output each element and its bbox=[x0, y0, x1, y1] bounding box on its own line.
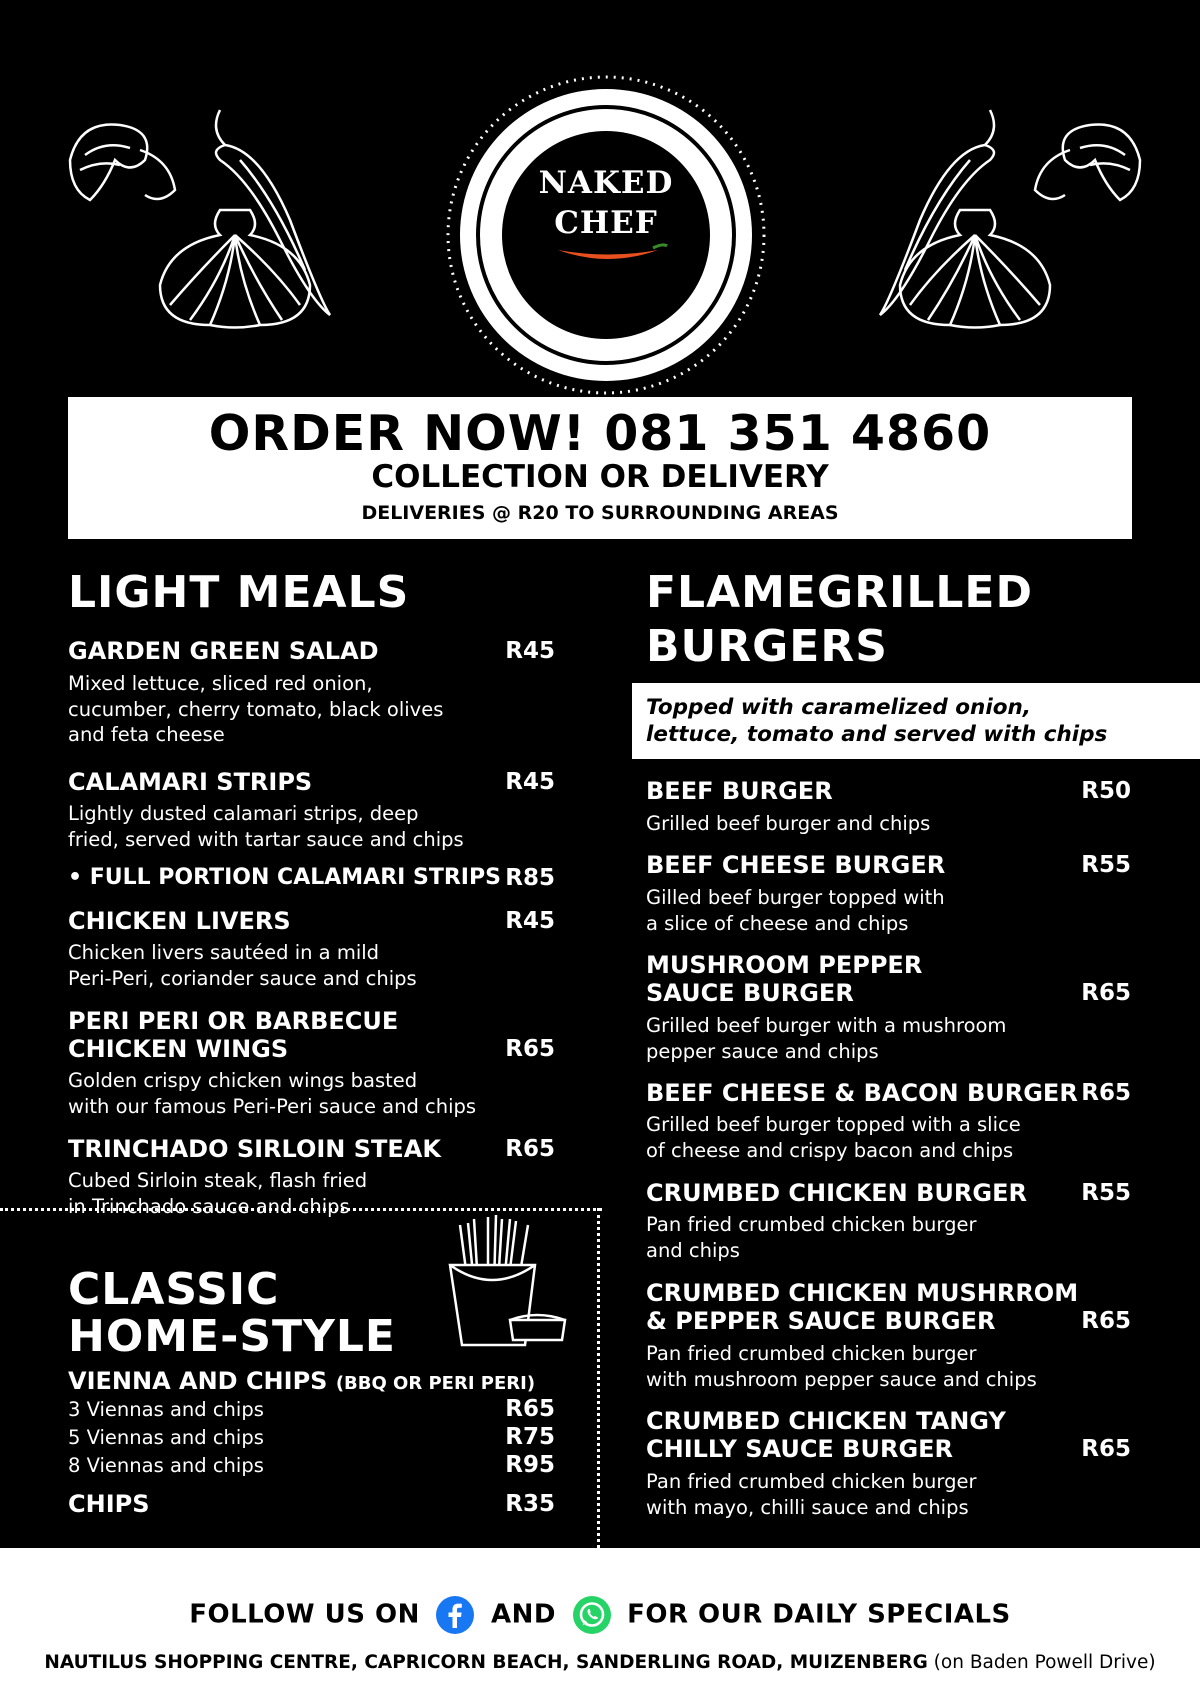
menu-item-price: R45 bbox=[505, 638, 555, 664]
order-subtitle: COLLECTION OR DELIVERY bbox=[371, 459, 829, 495]
menu-item-desc: Lightly dusted calamari strips, deep bbox=[68, 802, 419, 825]
burger-tagline-line-1: Topped with caramelized onion, bbox=[646, 695, 1031, 720]
follow-suffix: FOR OUR DAILY SPECIALS bbox=[627, 1599, 1011, 1630]
menu-item-name: BEEF CHEESE & BACON BURGER bbox=[646, 1079, 1078, 1107]
menu-item-price: R65 bbox=[1081, 980, 1131, 1006]
address-note: (on Baden Powell Drive) bbox=[933, 1652, 1156, 1673]
classic-heading-line-2: HOME-STYLE bbox=[68, 1311, 396, 1362]
menu-item-price: R45 bbox=[505, 769, 555, 795]
menu-item-name: CHICKEN LIVERS bbox=[68, 907, 291, 935]
chips-name: CHIPS bbox=[68, 1490, 150, 1518]
order-title: ORDER NOW! 081 351 4860 bbox=[208, 405, 992, 462]
menu-item-desc: pepper sauce and chips bbox=[646, 1040, 879, 1063]
menu-item-desc: with mushroom pepper sauce and chips bbox=[646, 1368, 1037, 1391]
menu-item-desc: Golden crispy chicken wings basted bbox=[68, 1069, 418, 1092]
menu-item-name: BEEF CHEESE BURGER bbox=[646, 851, 946, 879]
menu-item-price: R65 bbox=[1081, 1080, 1131, 1106]
menu-item-name: BEEF BURGER bbox=[646, 777, 833, 805]
menu-item-desc: and chips bbox=[646, 1239, 740, 1262]
menu-item-desc: cucumber, cherry tomato, black olives bbox=[68, 698, 444, 721]
menu-item-name: MUSHROOM PEPPER bbox=[646, 951, 923, 979]
fries-illustration bbox=[440, 1215, 580, 1359]
address-row bbox=[0, 1652, 1200, 1673]
dotted-divider-horizontal bbox=[0, 1208, 602, 1211]
follow-row bbox=[0, 1595, 1200, 1635]
dotted-divider-vertical bbox=[597, 1208, 600, 1548]
vienna-option-price: R95 bbox=[505, 1452, 555, 1478]
menu-item-name: TRINCHADO SIRLOIN STEAK bbox=[68, 1135, 441, 1163]
vegetable-illustration-right bbox=[850, 100, 1150, 340]
menu-item-desc: in Trinchado sauce and chips bbox=[68, 1195, 350, 1218]
vienna-title-text: VIENNA AND CHIPS bbox=[68, 1367, 328, 1395]
vienna-title bbox=[68, 1367, 535, 1398]
logo-line-2: CHEF bbox=[554, 205, 658, 241]
burgers-heading-line-2: BURGERS bbox=[646, 621, 888, 672]
menu-item-price: R45 bbox=[505, 908, 555, 934]
menu-item-desc: Grilled beef burger and chips bbox=[646, 812, 931, 835]
mushroom-chilli-garlic-icon bbox=[60, 100, 360, 340]
chips-price: R35 bbox=[505, 1491, 555, 1517]
address-text: NAUTILUS SHOPPING CENTRE, CAPRICORN BEACH, SANDERLING ROAD, MUIZENBERG bbox=[44, 1652, 928, 1673]
menu-item-price: R85 bbox=[505, 865, 555, 891]
vienna-option-label: 8 Viennas and chips bbox=[68, 1454, 264, 1477]
follow-prefix: FOLLOW US ON bbox=[189, 1599, 420, 1630]
menu-item-price: R65 bbox=[1081, 1308, 1131, 1334]
menu-item-desc: fried, served with tartar sauce and chips bbox=[68, 828, 464, 851]
menu-item-desc: Pan fried crumbed chicken burger bbox=[646, 1213, 977, 1236]
menu-item-name: CHICKEN WINGS bbox=[68, 1035, 289, 1063]
vienna-option-price: R65 bbox=[505, 1396, 555, 1422]
light-meals-heading: LIGHT MEALS bbox=[68, 567, 410, 618]
menu-item-desc: and feta cheese bbox=[68, 723, 225, 746]
facebook-icon[interactable] bbox=[435, 1595, 475, 1635]
menu-item-desc: Gilled beef burger topped with bbox=[646, 886, 945, 909]
menu-item-price: R65 bbox=[505, 1136, 555, 1162]
vegetable-illustration-left bbox=[60, 100, 360, 340]
menu-item-price: R65 bbox=[505, 1036, 555, 1062]
order-note: DELIVERIES @ R20 TO SURROUNDING AREAS bbox=[361, 502, 839, 524]
menu-item-name: CRUMBED CHICKEN BURGER bbox=[646, 1179, 1027, 1207]
whatsapp-icon[interactable] bbox=[572, 1595, 612, 1635]
menu-item-desc: with our famous Peri-Peri sauce and chips bbox=[68, 1095, 477, 1118]
menu-item-desc: Peri-Peri, coriander sauce and chips bbox=[68, 967, 417, 990]
menu-item-name: CRUMBED CHICKEN TANGY bbox=[646, 1407, 1006, 1435]
menu-item-name: GARDEN GREEN SALAD bbox=[68, 637, 379, 665]
menu-item-desc: Chicken livers sautéed in a mild bbox=[68, 941, 380, 964]
menu-item-desc: Pan fried crumbed chicken burger bbox=[646, 1342, 977, 1365]
menu-item-desc: with mayo, chilli sauce and chips bbox=[646, 1496, 969, 1519]
fries-icon bbox=[440, 1215, 580, 1355]
menu-item-desc: Cubed Sirloin steak, flash fried bbox=[68, 1169, 368, 1192]
logo-line-1: NAKED bbox=[538, 165, 674, 201]
vienna-note: (BBQ OR PERI PERI) bbox=[335, 1373, 536, 1394]
menu-item-name: CHILLY SAUCE BURGER bbox=[646, 1435, 954, 1463]
menu-item-name: SAUCE BURGER bbox=[646, 979, 854, 1007]
menu-item-desc: a slice of cheese and chips bbox=[646, 912, 909, 935]
burger-tagline-line-2: lettuce, tomato and served with chips bbox=[646, 722, 1108, 747]
menu-item-price: R55 bbox=[1081, 852, 1131, 878]
follow-and: AND bbox=[490, 1599, 556, 1630]
burgers-heading-line-1: FLAMEGRILLED bbox=[646, 567, 1034, 618]
menu-item-desc: Pan fried crumbed chicken burger bbox=[646, 1470, 977, 1493]
burger-tagline bbox=[632, 683, 1200, 759]
naked-chef-logo bbox=[443, 72, 769, 398]
vienna-option-label: 3 Viennas and chips bbox=[68, 1398, 264, 1421]
vienna-option-label: 5 Viennas and chips bbox=[68, 1426, 264, 1449]
mushroom-chilli-garlic-icon bbox=[850, 100, 1150, 340]
menu-item-desc: Mixed lettuce, sliced red onion, bbox=[68, 672, 373, 695]
menu-item-name: CRUMBED CHICKEN MUSHRROM bbox=[646, 1279, 1079, 1307]
menu-item-desc: of cheese and crispy bacon and chips bbox=[646, 1139, 1014, 1162]
footer bbox=[0, 1548, 1200, 1697]
menu-item-name: • FULL PORTION CALAMARI STRIPS bbox=[68, 865, 501, 890]
classic-heading-line-1: CLASSIC bbox=[68, 1264, 280, 1315]
menu-item-name: PERI PERI OR BARBECUE bbox=[68, 1007, 399, 1035]
order-banner bbox=[68, 397, 1132, 539]
menu-item-desc: Grilled beef burger topped with a slice bbox=[646, 1113, 1021, 1136]
menu-item-price: R65 bbox=[1081, 1436, 1131, 1462]
menu-item-name: CALAMARI STRIPS bbox=[68, 768, 313, 796]
menu-item-name: & PEPPER SAUCE BURGER bbox=[646, 1307, 996, 1335]
menu-item-price: R50 bbox=[1081, 778, 1131, 804]
vienna-option-price: R75 bbox=[505, 1424, 555, 1450]
menu-item-price: R55 bbox=[1081, 1180, 1131, 1206]
menu-item-desc: Grilled beef burger with a mushroom bbox=[646, 1014, 1007, 1037]
